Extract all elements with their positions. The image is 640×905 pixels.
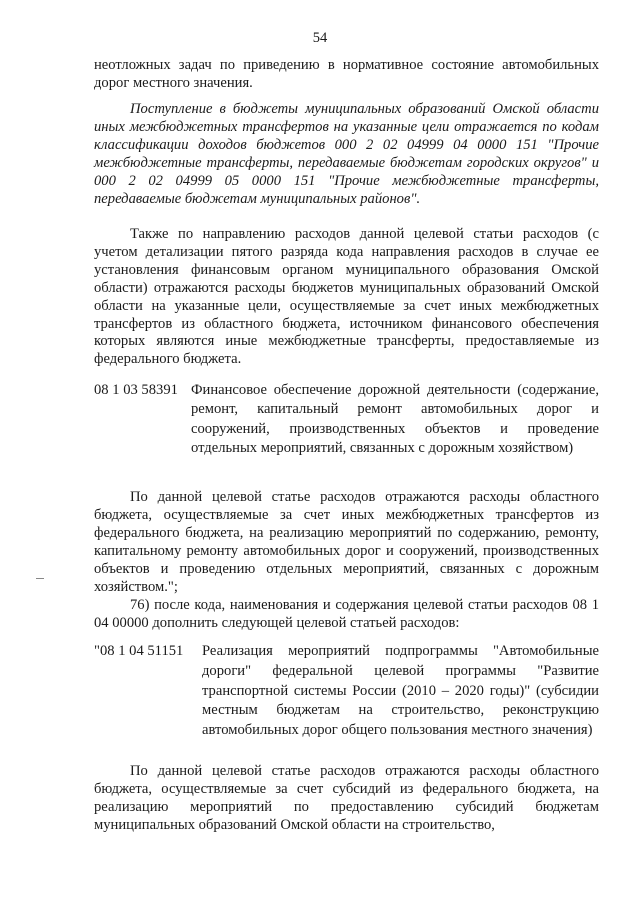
paragraph-revenue-codes: Поступление в бюджеты муниципальных образований Омской области иных межбюджетных трансфертов на указанные цели отражается по кодам классификации доходов бюджетов 000 2 02 04999 04 0000 151 "Прочие межбюджетные трансферты, передаваемые бюджетам городских округов" и 000 2 02 04999 05 0000 151 "Прочие межбюджетные трансферты, передаваемые бюджетам муниципальных районов". bbox=[94, 101, 599, 207]
budget-code-description: Финансовое обеспечение дорожной деятельности (содержание, ремонт, капитальный ремонт автомобильных дорог и сооружений, производственных объектов и проведение отдельных мероприятий, связанных с дорожным хозяйством) bbox=[191, 382, 599, 456]
budget-code-entry bbox=[94, 381, 599, 458]
paragraph-road-tasks: неотложных задач по приведению в нормативное состояние автомобильных дорог местного значения. bbox=[94, 57, 599, 91]
paragraph-federal-transfers: По данной целевой статье расходов отражаются расходы областного бюджета, осуществляемые за счет иных межбюджетных трансфертов из федерального бюджета, на реализацию мероприятий по содержанию, ремонту, капитальному ремонту автомобильных дорог и сооружений, производственных объектов и проведению отдельных мероприятий, связанных с дорожным хозяйством."; bbox=[94, 489, 599, 595]
paragraph-expense-direction: Также по направлению расходов данной целевой статьи расходов (с учетом детализации пятого разряда кода направления расходов в случае ее установления финансовым органом муниципального образования Омской области) отражаются расходы бюджетов муниципальных образований Омской области на указанные цели, осуществляемые за счет иных межбюджетных трансфертов из областного бюджета, источником финансового обеспечения которых являются иные межбюджетные трансферты, предоставляемые из федерального бюджета. bbox=[94, 226, 599, 368]
budget-code-entry bbox=[94, 642, 599, 741]
page-number: 54 bbox=[312, 30, 328, 46]
budget-code: "08 1 04 51151 bbox=[94, 643, 184, 659]
margin-mark bbox=[36, 578, 44, 579]
budget-code-description: Реализация мероприятий подпрограммы "Автомобильные дороги" федеральной целевой программы "Развитие транспортной системы России (2010 – 2020 годы)" (субсидии местным бюджетам на строительство, реконструкцию автомобильных дорог общего пользования местного значения) bbox=[202, 643, 599, 739]
budget-code: 08 1 03 58391 bbox=[94, 382, 178, 398]
paragraph-federal-subsidies: По данной целевой статье расходов отражаются расходы областного бюджета, осуществляемые за счет субсидий из федерального бюджета, на реализацию мероприятий по предоставлению субсидий бюджетам муниципальных образований Омской области на строительство, bbox=[94, 763, 599, 833]
paragraph-amendment-76: 76) после кода, наименования и содержания целевой статьи расходов 08 1 04 00000 дополнить следующей целевой статьей расходов: bbox=[94, 597, 599, 631]
